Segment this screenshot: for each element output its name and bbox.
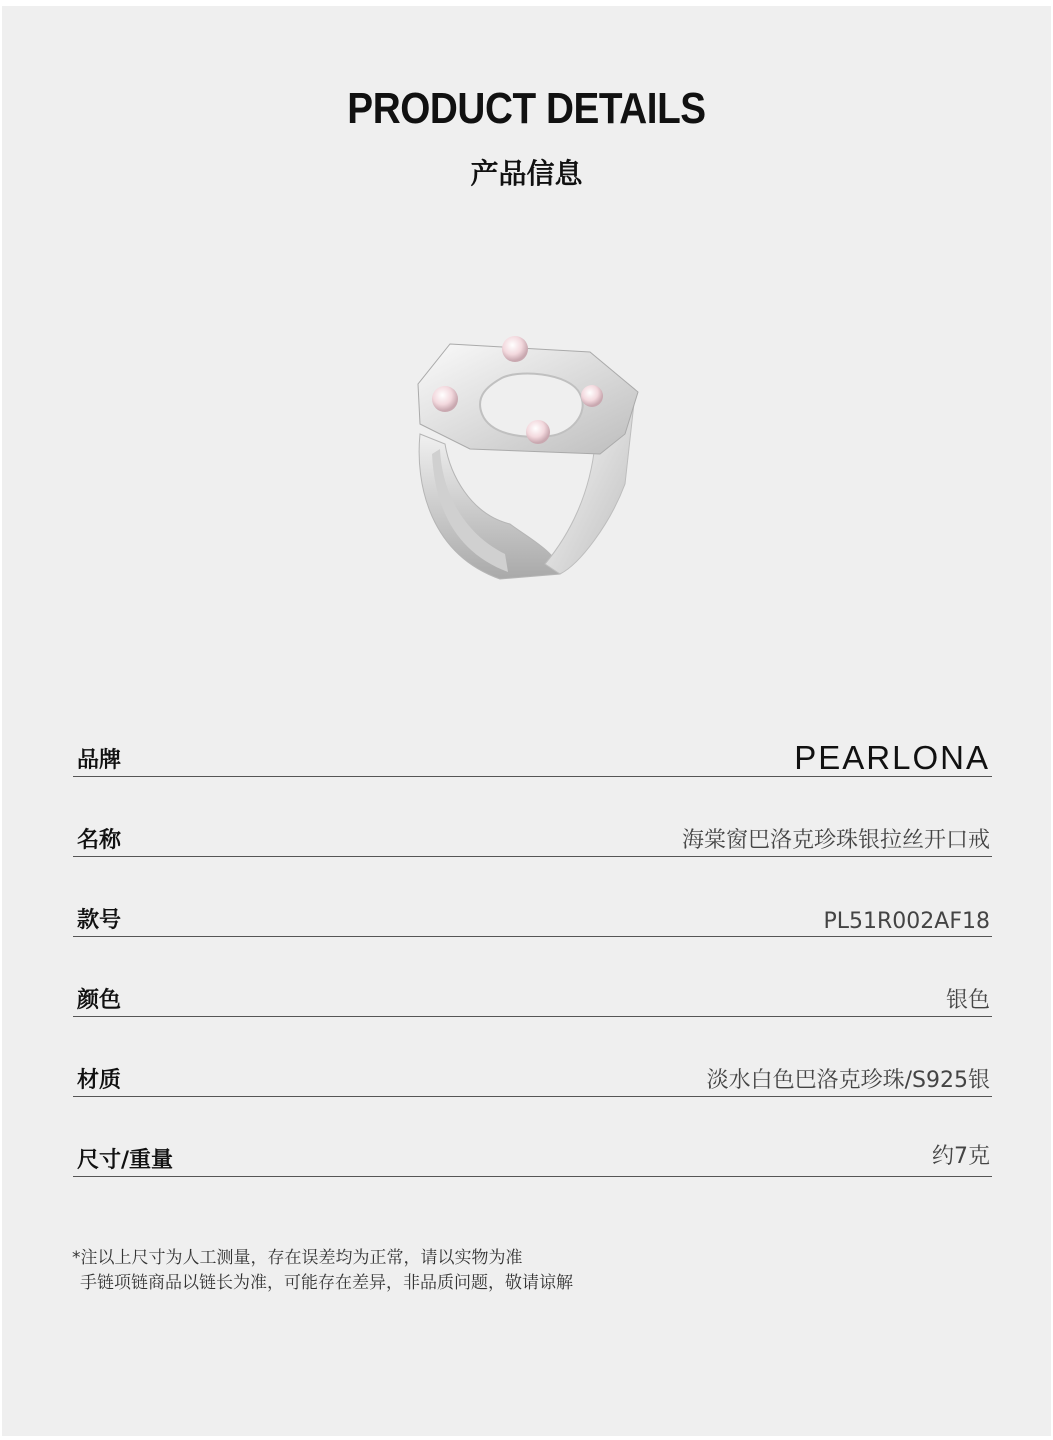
spec-value-size-weight: 约7克 (932, 1144, 990, 1169)
spec-value-material: 淡水白色巴洛克珍珠/S925银 (706, 1068, 990, 1093)
spec-row-model (73, 896, 992, 937)
product-details-page (2, 6, 1051, 1436)
product-image (410, 324, 650, 586)
spec-row-material (73, 1056, 992, 1097)
spec-row-color (73, 976, 992, 1017)
spec-label-size-weight: 尺寸/重量 (77, 1148, 174, 1173)
brand-logo: PEARLONA (794, 739, 990, 776)
footnote-line-2: 手链项链商品以链长为准，可能存在差异，非品质问题，敬请谅解 (80, 1273, 573, 1293)
footnote (72, 1246, 573, 1296)
spec-value-model: PL51R002AF18 (823, 909, 990, 934)
spec-value-color: 银色 (945, 988, 990, 1013)
spec-row-brand (73, 736, 992, 777)
spec-label-name: 名称 (77, 828, 122, 853)
spec-label-brand: 品牌 (77, 748, 122, 773)
spec-row-name (73, 816, 992, 857)
page-title-en: PRODUCT DETAILS (347, 84, 706, 133)
spec-value-name: 海棠窗巴洛克珍珠银拉丝开口戒 (681, 828, 990, 853)
spec-label-color: 颜色 (77, 988, 122, 1013)
spec-label-model: 款号 (77, 908, 122, 933)
page-title-cn: 产品信息 (470, 157, 583, 190)
ring-illustration (410, 324, 650, 586)
spec-row-size-weight (73, 1136, 992, 1177)
spec-label-material: 材质 (77, 1068, 122, 1093)
footnote-line-1: *注以上尺寸为人工测量，存在误差均为正常，请以实物为准 (72, 1248, 523, 1268)
